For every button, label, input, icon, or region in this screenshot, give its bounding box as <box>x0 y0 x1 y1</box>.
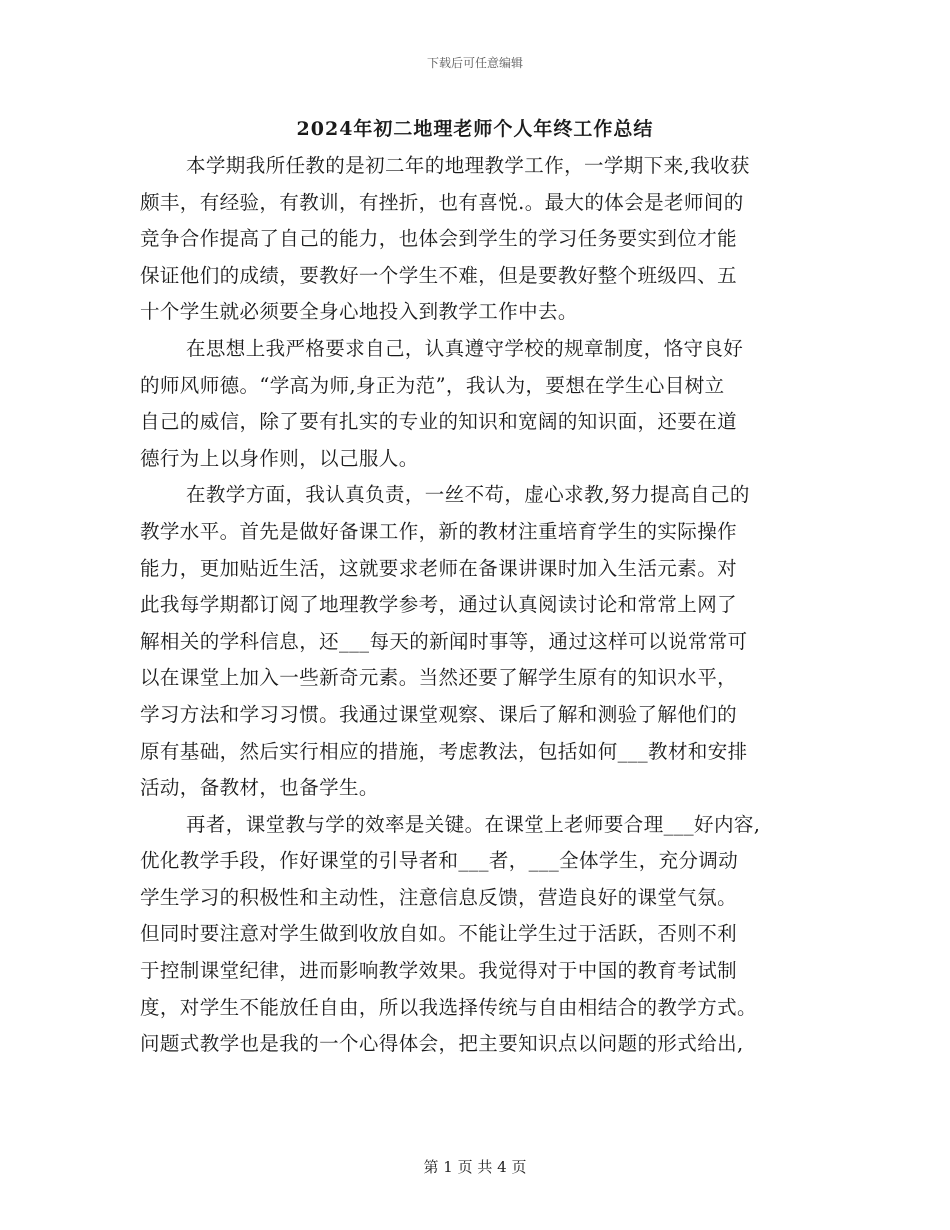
paragraph-4-line: 问题式教学也是我的一个心得体会，把主要知识点以问题的形式给出, <box>140 1032 744 1056</box>
paragraph-4-line: 度，对学生不能放任自由，所以我选择传统与自由相结合的教学方式。 <box>140 995 757 1019</box>
paragraph-4-line: 学生学习的积极性和主动性，注意信息反馈，营造良好的课堂气氛。 <box>140 885 738 909</box>
paragraph-3-line: 解相关的学科信息，还___每天的新闻时事等，通过这样可以说常常可 <box>140 629 748 653</box>
paragraph-4-line: 但同时要注意对学生做到收放自如。不能让学生过于活跃，否则不利 <box>140 922 738 946</box>
paragraph-1-line: 颇丰，有经验，有教训，有挫折，也有喜悦.。最大的体会是老师间的 <box>140 190 744 214</box>
paragraph-3-line: 此我每学期都订阅了地理教学参考，通过认真阅读讨论和常常上网了 <box>140 593 738 617</box>
paragraph-4-line: 优化教学手段，作好课堂的引导者和___者，___全体学生，充分调动 <box>140 849 739 873</box>
paragraph-3-line: 能力，更加贴近生活，这就要求老师在备课讲课时加入生活元素。对 <box>140 556 738 580</box>
paragraph-4-line: 再者，课堂教与学的效率是关键。在课堂上老师要合理___好内容, <box>186 812 761 836</box>
page-number: 第 1 页 共 4 页 <box>423 1158 527 1176</box>
paragraph-1-line: 本学期我所任教的是初二年的地理教学工作，一学期下来,我收获 <box>186 154 750 177</box>
header-note: 下载后可任意编辑 <box>426 56 523 70</box>
paragraph-3-line: 活动，备教材，也备学生。 <box>140 776 379 800</box>
paragraph-3-line: 学习方法和学习习惯。我通过课堂观察、课后了解和测验了解他们的 <box>140 702 738 726</box>
paragraph-2-line: 的师风师德。“学高为师,身正为范”，我认为，要想在学生心目树立 <box>140 373 725 397</box>
paragraph-3-line: 在教学方面，我认真负责，一丝不苟，虚心求教,努力提高自己的 <box>186 483 750 507</box>
document-body <box>140 148 820 1063</box>
paragraph-3-line: 以在课堂上加入一些新奇元素。当然还要了解学生原有的知识水平， <box>140 666 738 690</box>
document-title: 2024年初二地理老师个人年终工作总结 <box>296 118 654 140</box>
paragraph-1-line: 保证他们的成绩，要教好一个学生不难，但是要教好整个班级四、五 <box>140 263 738 287</box>
paragraph-3-line: 原有基础，然后实行相应的措施，考虑教法，包括如何___教材和安排 <box>140 739 748 763</box>
paragraph-3-line: 教学水平。首先是做好备课工作，新的教材注重培育学生的实际操作 <box>140 519 738 543</box>
paragraph-2-line: 自己的威信，除了要有扎实的专业的知识和宽阔的知识面，还要在道 <box>140 410 738 434</box>
paragraph-2-line: 德行为上以身作则，以己服人。 <box>140 446 419 470</box>
paragraph-4-line: 于控制课堂纪律，进而影响教学效果。我觉得对于中国的教育考试制 <box>140 959 738 983</box>
paragraph-2-line: 在思想上我严格要求自己，认真遵守学校的规章制度，恪守良好 <box>186 336 744 360</box>
paragraph-1-line: 竞争合作提高了自己的能力，也体会到学生的学习任务要实到位才能 <box>140 227 738 251</box>
paragraph-1-line: 十个学生就必须要全身心地投入到教学工作中去。 <box>140 300 578 324</box>
